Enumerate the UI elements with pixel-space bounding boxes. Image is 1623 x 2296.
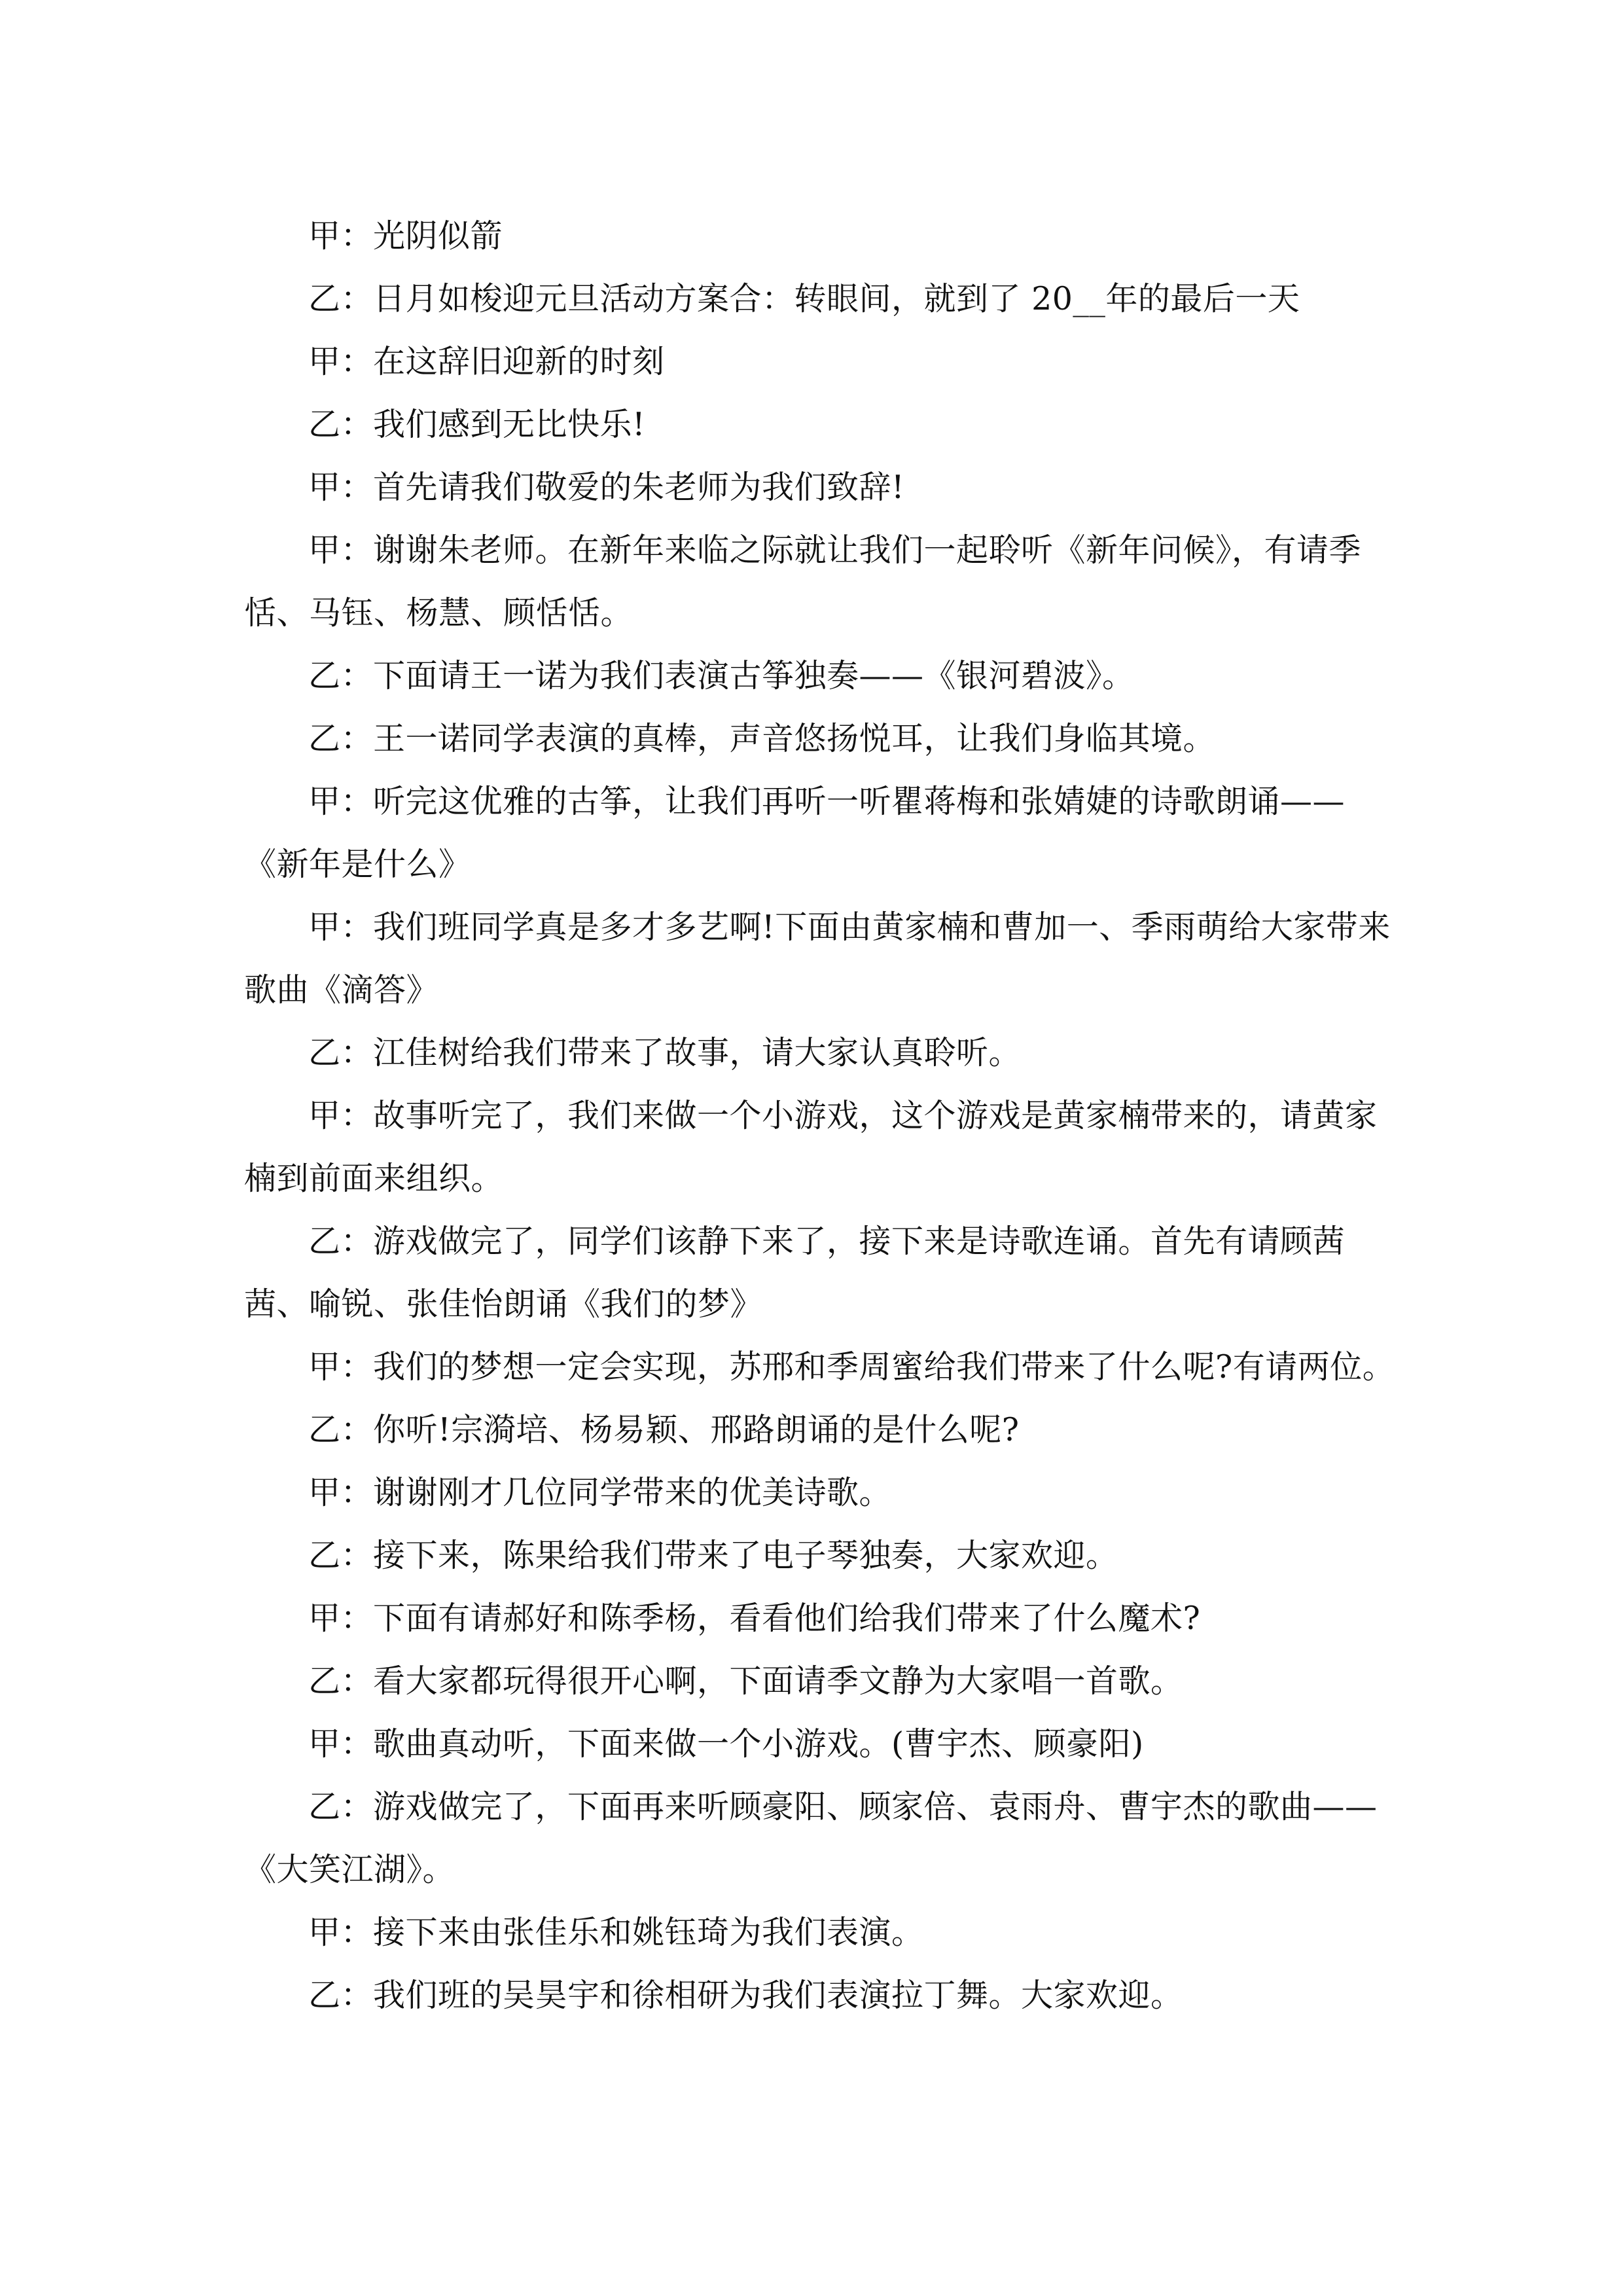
script-line: 乙：下面请王一诺为我们表演古筝独奏——《银河碧波》。 bbox=[308, 657, 1135, 694]
script-line: 甲：在这辞旧迎新的时刻 bbox=[308, 343, 665, 380]
program-script bbox=[244, 205, 1397, 2027]
script-line: 甲：我们的梦想一定会实现，苏邢和季周蜜给我们带来了什么呢?有请两位。 bbox=[308, 1348, 1395, 1386]
script-line: 乙：江佳树给我们带来了故事，请大家认真聆听。 bbox=[308, 1034, 1022, 1071]
script-line: 乙：王一诺同学表演的真棒，声音悠扬悦耳，让我们身临其境。 bbox=[308, 720, 1216, 757]
script-line: 乙：我们感到无比快乐! bbox=[308, 406, 646, 443]
script-line: 乙：游戏做完了，下面再来听顾豪阳、顾家倍、袁雨舟、曹宇杰的歌曲——《大笑江湖》。 bbox=[244, 1788, 1378, 1888]
script-line: 乙：我们班的吴昊宇和徐相研为我们表演拉丁舞。大家欢迎。 bbox=[308, 1977, 1183, 2014]
script-line: 乙：日月如梭迎元旦活动方案合：转眼间，就到了 20__年的最后一天 bbox=[308, 280, 1300, 317]
script-line: 甲：首先请我们敬爱的朱老师为我们致辞! bbox=[308, 469, 905, 506]
script-line: 甲：我们班同学真是多才多艺啊!下面由黄家楠和曹加一、季雨萌给大家带来歌曲《滴答》 bbox=[244, 908, 1391, 1009]
script-line: 甲：光阴似箭 bbox=[308, 217, 503, 255]
script-line: 乙：游戏做完了，同学们该静下来了，接下来是诗歌连诵。首先有请顾茜茜、喻锐、张佳怡朗诵《我们的梦》 bbox=[244, 1223, 1346, 1323]
script-line: 甲：接下来由张佳乐和姚钰琦为我们表演。 bbox=[308, 1914, 924, 1951]
script-line: 甲：故事听完了，我们来做一个小游戏，这个游戏是黄家楠带来的，请黄家楠到前面来组织。 bbox=[244, 1097, 1378, 1197]
script-line: 乙：你听!宗漪培、杨易颖、邢路朗诵的是什么呢? bbox=[308, 1411, 1020, 1448]
script-line: 甲：歌曲真动听，下面来做一个小游戏。(曹宇杰、顾豪阳) bbox=[308, 1725, 1144, 1763]
script-line: 甲：听完这优雅的古筝，让我们再听一听瞿蒋梅和张婧婕的诗歌朗诵——《新年是什么》 bbox=[244, 783, 1346, 883]
script-line: 甲：下面有请郝好和陈季杨，看看他们给我们带来了什么魔术? bbox=[308, 1600, 1201, 1637]
script-line: 甲：谢谢刚才几位同学带来的优美诗歌。 bbox=[308, 1474, 892, 1511]
script-line: 乙：看大家都玩得很开心啊，下面请季文静为大家唱一首歌。 bbox=[308, 1662, 1183, 1700]
script-line: 甲：谢谢朱老师。在新年来临之际就让我们一起聆听《新年问候》，有请季恬、马钰、杨慧、顾恬恬。 bbox=[244, 531, 1362, 632]
script-line: 乙：接下来，陈果给我们带来了电子琴独奏，大家欢迎。 bbox=[308, 1537, 1118, 1574]
